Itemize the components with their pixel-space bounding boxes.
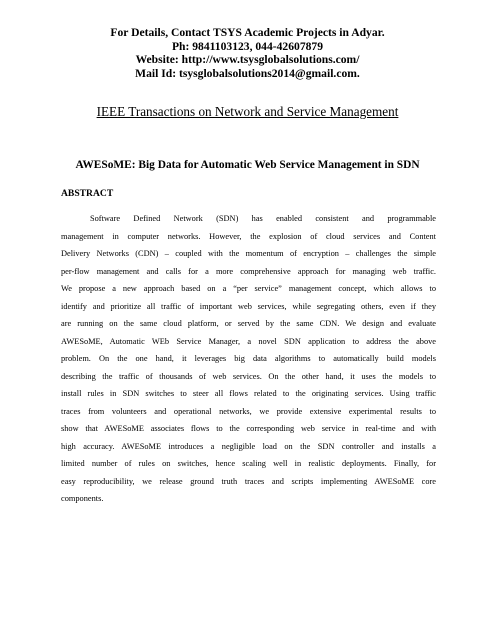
abstract-line: AWESoME, Automatic WEb Service Manager, a novel SDN application to address the above <box>61 336 436 346</box>
abstract-line: Delivery Networks (CDN) – coupled with the momentum of encryption – challenges the simple <box>61 249 436 258</box>
abstract-heading: ABSTRACT <box>61 188 114 199</box>
abstract-line: problem. On the one hand, it leverages big data algorithms to automatically build models <box>61 354 436 363</box>
contact-header <box>0 26 495 80</box>
abstract-line: high accuracy. AWESoME introduces a negligible load on the SDN controller and installs a <box>61 441 436 451</box>
abstract-line: easy reproducibility, we release ground truth traces and scripts implementing AWESoME core <box>61 476 436 486</box>
paper-title: AWESoME: Big Data for Automatic Web Service Management in SDN <box>75 159 420 171</box>
contact-line: For Details, Contact TSYS Academic Projects in Adyar. <box>110 26 385 39</box>
abstract-line: limited number of rules on switches, hence scaling well in realistic deployments. Finally, for <box>61 459 436 468</box>
abstract-line: We propose a new approach based on a “per service” management concept, which allows to <box>61 284 436 293</box>
journal-title: IEEE Transactions on Network and Service Management <box>96 104 399 119</box>
abstract-line: describing the traffic of thousands of web services. On the other hand, it uses the models to <box>61 371 436 381</box>
abstract-body <box>61 210 436 508</box>
abstract-line: install rules in SDN switches to steer all flows related to the originating services. Using traffic <box>61 389 436 398</box>
phone-line: Ph: 9841103123, 044-42607879 <box>171 39 324 53</box>
website-line: Website: http://www.tsysglobalsolutions.com/ <box>135 53 360 67</box>
abstract-line: traces from volunteers and operational networks, we provide extensive experimental results to <box>61 406 436 416</box>
abstract-line: Software Defined Network (SDN) has enabled consistent and programmable <box>90 214 436 223</box>
abstract-line: identify and prioritize all traffic of important web services, while segregating others, even if they <box>61 301 436 311</box>
abstract-line: per-flow management and calls for a more comprehensive approach for managing web traffic. <box>61 266 436 276</box>
abstract-line: are running on the same cloud platform, or served by the same CDN. We design and evaluate <box>61 319 436 328</box>
mail-line: Mail Id: tsysglobalsolutions2014@gmail.com. <box>135 66 360 80</box>
abstract-line: components. <box>61 494 104 503</box>
abstract-line: show that AWESoME associates flows to the corresponding web service in real-time and with <box>61 424 436 433</box>
abstract-line: management in computer networks. However, the explosion of cloud services and Content <box>61 231 436 241</box>
